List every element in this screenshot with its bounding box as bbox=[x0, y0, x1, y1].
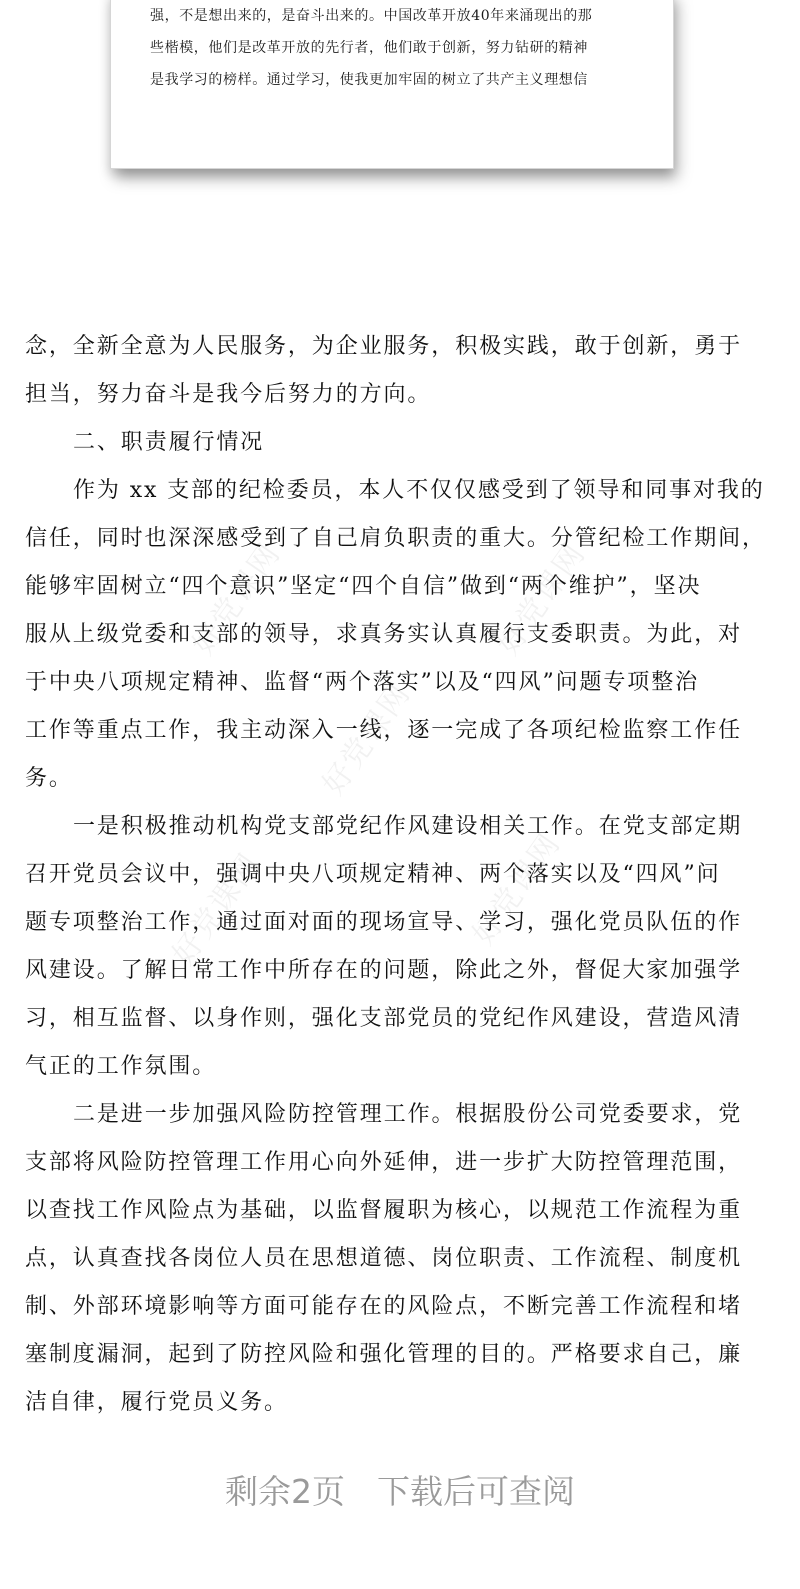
text-line: 服从上级党委和支部的领导，求真务实认真履行支委职责。为此，对 bbox=[25, 622, 743, 647]
text-line: 能够牢固树立“四个意识”坚定“四个自信”做到“两个维护”，坚决 bbox=[25, 574, 702, 599]
watermark: 好党课网 bbox=[165, 846, 268, 972]
download-prompt[interactable] bbox=[0, 1466, 800, 1513]
text-line: 召开党员会议中，强调中央八项规定精神、两个落实以及“四风”问 bbox=[25, 862, 721, 887]
text-line: 点，认真查找各岗位人员在思想道德、岗位职责、工作流程、制度机 bbox=[25, 1246, 743, 1271]
previous-page-card bbox=[111, 0, 673, 168]
section-heading: 二、职责履行情况 bbox=[73, 430, 265, 455]
text-line: 习，相互监督、以身作则，强化支部党员的党纪作风建设，营造风清 bbox=[25, 1006, 743, 1031]
text-line: 洁自律，履行党员义务。 bbox=[25, 1390, 288, 1415]
text-line: 题专项整治工作，通过面对面的现场宣导、学习，强化党员队伍的作 bbox=[25, 910, 743, 935]
text-line: 一是积极推动机构党支部党纪作风建设相关工作。在党支部定期 bbox=[73, 814, 743, 839]
text-line: 作为 xx 支部的纪检委员，本人不仅仅感受到了领导和同事对我的 bbox=[73, 478, 765, 503]
download-to-view-label[interactable]: 下载后可查阅 bbox=[377, 1472, 575, 1511]
text-line: 制、外部环境影响等方面可能存在的风险点，不断完善工作流程和堵 bbox=[25, 1294, 743, 1319]
text-line: 塞制度漏洞，起到了防控风险和强化管理的目的。严格要求自己，廉 bbox=[25, 1342, 743, 1367]
text-line: 以查找工作风险点为基础，以监督履职为核心，以规范工作流程为重 bbox=[25, 1198, 743, 1223]
card-line: 些楷模，他们是改革开放的先行者，他们敢于创新，努力钻研的精神 bbox=[150, 40, 588, 56]
watermark: 好党课网 bbox=[465, 826, 568, 952]
text-line: 二是进一步加强风险防控管理工作。根据股份公司党委要求，党 bbox=[73, 1102, 743, 1127]
remaining-pages-label[interactable]: 剩余2页 bbox=[225, 1472, 345, 1511]
text-line: 风建设。了解日常工作中所存在的问题，除此之外，督促大家加强学 bbox=[25, 958, 743, 983]
text-line: 于中央八项规定精神、监督“两个落实”以及“四风”问题专项整治 bbox=[25, 670, 699, 695]
card-line: 是我学习的榜样。通过学习，使我更加牢固的树立了共产主义理想信 bbox=[150, 72, 588, 88]
watermark: 好党课网 bbox=[315, 676, 418, 802]
document-body bbox=[25, 323, 775, 1427]
text-line: 务。 bbox=[25, 766, 73, 791]
text-line: 支部将风险防控管理工作用心向外延伸，进一步扩大防控管理范围， bbox=[25, 1150, 743, 1175]
text-line: 工作等重点工作，我主动深入一线，逐一完成了各项纪检监察工作任 bbox=[25, 718, 743, 743]
text-line: 信任，同时也深深感受到了自己肩负职责的重大。分管纪检工作期间， bbox=[25, 526, 766, 551]
card-text bbox=[150, 0, 650, 96]
card-line: 强，不是想出来的，是奋斗出来的。中国改革开放40年来涌现出的那 bbox=[150, 8, 593, 24]
watermark: 好党课网 bbox=[185, 536, 288, 662]
text-line: 念，全新全意为人民服务，为企业服务，积极实践，敢于创新，勇于 bbox=[25, 334, 743, 359]
text-line: 气正的工作氛围。 bbox=[25, 1054, 217, 1079]
text-line: 担当，努力奋斗是我今后努力的方向。 bbox=[25, 382, 432, 407]
watermark: 好党课网 bbox=[490, 536, 593, 662]
